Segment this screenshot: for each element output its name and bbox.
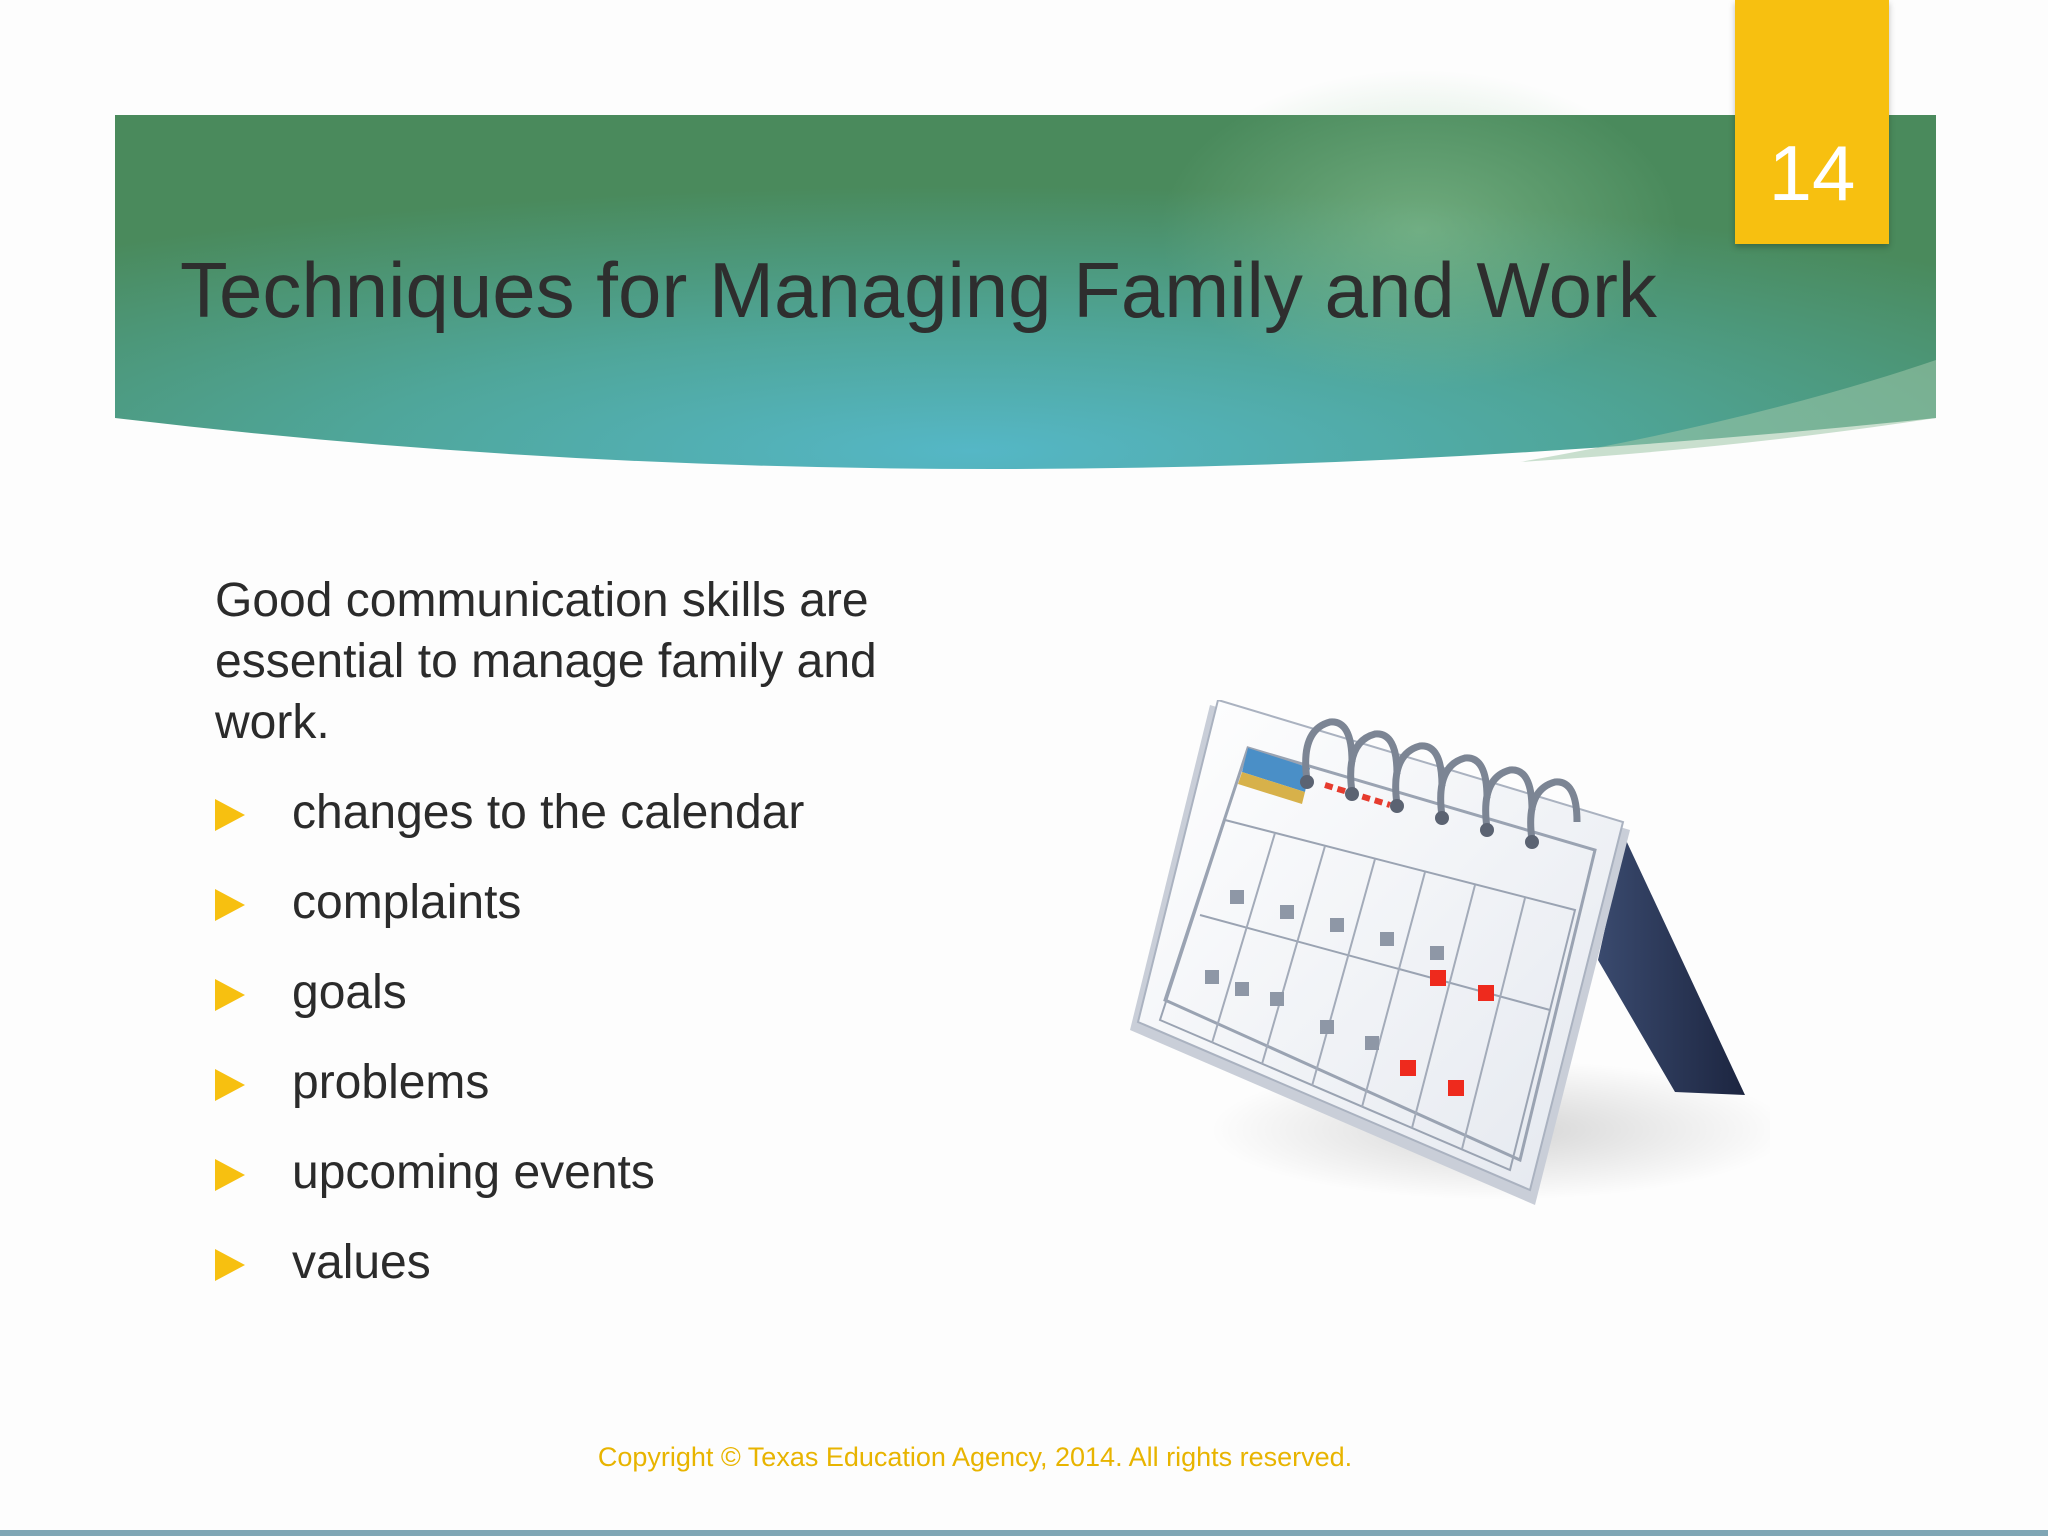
bullet-item xyxy=(215,778,1015,868)
triangle-right-icon xyxy=(215,1159,245,1191)
triangle-right-icon xyxy=(215,1249,245,1281)
slide-number-badge xyxy=(1735,0,1889,244)
bullet-item xyxy=(215,1228,1015,1318)
bullet-text: values xyxy=(292,1236,431,1289)
bullet-item xyxy=(215,868,1015,958)
bullet-text: changes to the calendar xyxy=(292,786,805,839)
bullet-item xyxy=(215,1138,1015,1228)
bullet-item xyxy=(215,958,1015,1048)
bullet-text: upcoming events xyxy=(292,1146,655,1199)
triangle-right-icon xyxy=(215,979,245,1011)
copyright-footer: Copyright © Texas Education Agency, 2014. All rights reserved. xyxy=(597,1442,1353,1472)
bullet-item xyxy=(215,1048,1015,1138)
triangle-right-icon xyxy=(215,799,245,831)
intro-text: Good communication skills are essential to manage family and work. xyxy=(215,574,877,749)
bullet-text: goals xyxy=(292,966,407,1019)
triangle-right-icon xyxy=(215,889,245,921)
bullet-list xyxy=(215,778,1015,1318)
bullet-text: complaints xyxy=(292,876,522,929)
slide-title: Techniques for Managing Family and Work xyxy=(180,246,1657,334)
bullet-text: problems xyxy=(292,1056,490,1109)
desk-calendar-icon xyxy=(1130,700,1770,1220)
bottom-divider xyxy=(0,1530,2048,1536)
triangle-right-icon xyxy=(215,1069,245,1101)
slide-number: 14 xyxy=(1768,129,1856,217)
